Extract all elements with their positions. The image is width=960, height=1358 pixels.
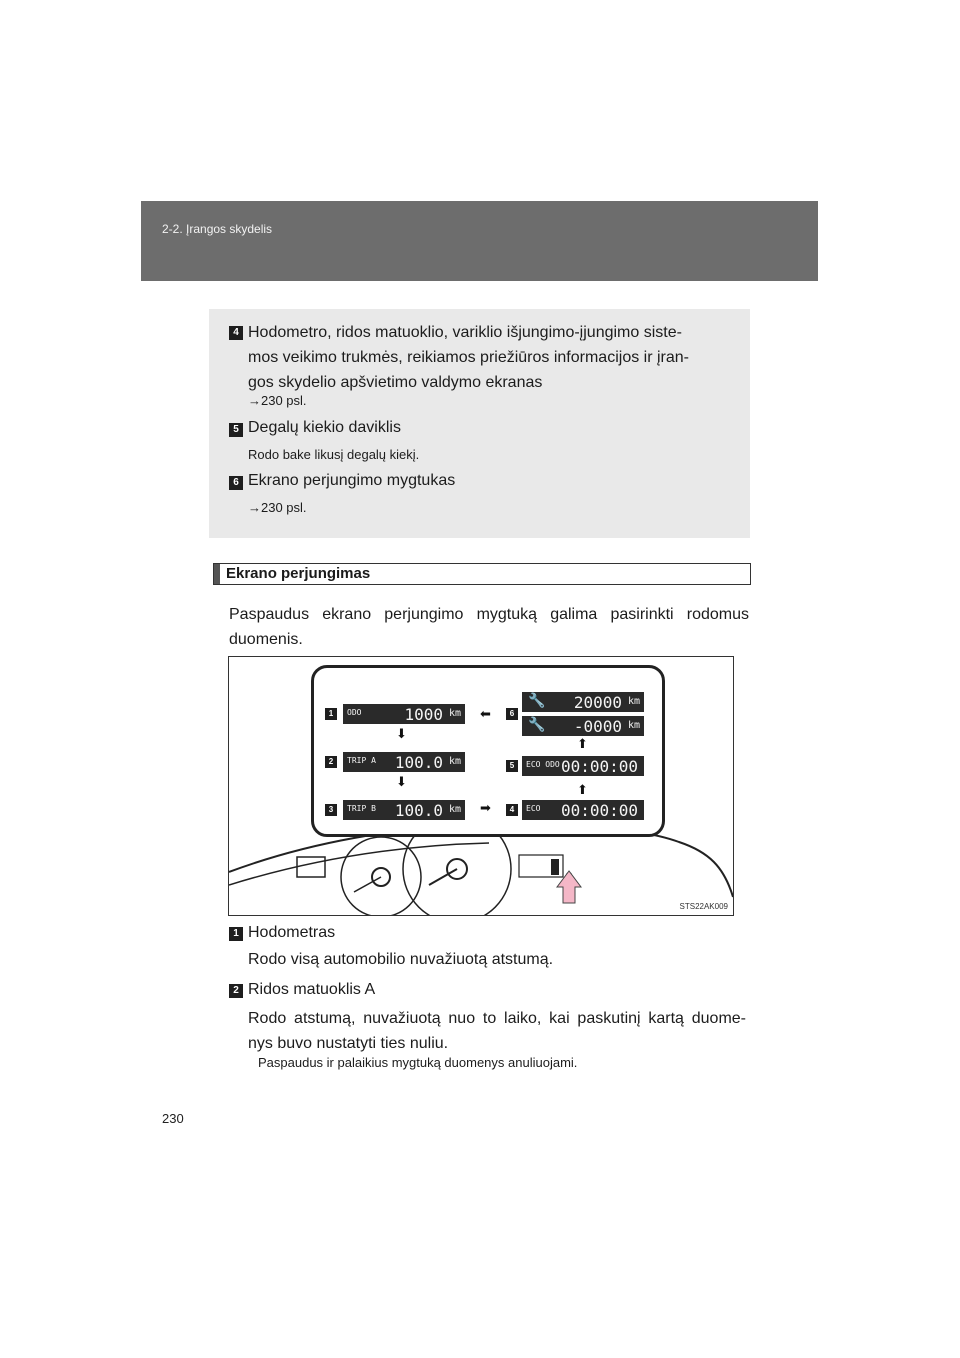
down-arrow-icon: ⬇ (396, 774, 407, 789)
section-header-title: 2-2. Įrangos skydelis (162, 222, 273, 236)
odometer-display: ODO 1000 km (343, 704, 465, 724)
page-number: 230 (162, 1111, 184, 1126)
def-1-title: Hodometras (248, 924, 336, 941)
def-number-badge: 2 (229, 984, 243, 998)
display-number-badge: 4 (506, 804, 518, 816)
item-4-reference: →230 psl. (248, 393, 307, 408)
display-cycle-callout (311, 665, 665, 837)
display-number-badge: 6 (506, 708, 518, 720)
display-number-badge: 3 (325, 804, 337, 816)
def-2-text: Rodo atstumą, nuvažiuotą nuo to laiko, kai paskutinį kartą duome- nys buvo nustatyti ties nuliu. (248, 1010, 746, 1052)
display-number-badge: 5 (506, 760, 518, 772)
section-title: Ekrano perjungimas (226, 565, 371, 582)
def-1-text: Rodo visą automobilio nuvažiuotą atstumą. (248, 951, 554, 968)
section-header-bar (141, 201, 818, 281)
up-arrow-icon: ⬆ (577, 736, 588, 751)
maintenance-display-top: 🔧 20000 km (522, 692, 644, 712)
def-number-badge: 1 (229, 927, 243, 941)
display-number-badge: 1 (325, 708, 337, 720)
display-switching-figure (228, 656, 734, 916)
item-6-reference: →230 psl. (248, 500, 307, 515)
item-number-badge: 6 (229, 476, 243, 490)
def-2-note: Paspaudus ir palaikius mygtuką duomenys anuliuojami. (258, 1055, 578, 1070)
up-arrow-icon: ⬆ (577, 782, 588, 797)
section-title-tab (214, 564, 220, 584)
item-number-badge: 5 (229, 423, 243, 437)
item-6-title: Ekrano perjungimo mygtukas (248, 472, 456, 489)
figure-code: STS22AK009 (679, 902, 728, 911)
def-2-title: Ridos matuoklis A (248, 981, 376, 998)
down-arrow-icon: ⬇ (396, 726, 407, 741)
eco-odo-display: ECO ODO 00:00:00 (522, 756, 644, 776)
section-title-bar (213, 563, 751, 585)
item-5-title: Degalų kiekio daviklis (248, 419, 401, 436)
display-number-badge: 2 (325, 756, 337, 768)
left-arrow-icon: ⬅ (480, 706, 491, 721)
trip-b-display: TRIP B 100.0 km (343, 800, 465, 820)
intro-paragraph: Paspaudus ekrano perjungimo mygtuką galima pasirinkti rodomus duomenis. (229, 606, 749, 648)
eco-display: ECO 00:00:00 (522, 800, 644, 820)
item-5-note: Rodo bake likusį degalų kiekį. (248, 447, 420, 462)
maintenance-display-bottom: 🔧 -0000 km (522, 716, 644, 736)
trip-a-display: TRIP A 100.0 km (343, 752, 465, 772)
right-arrow-icon: ➡ (480, 800, 491, 815)
item-4-text: Hodometro, ridos matuoklio, variklio išjungimo-įjungimo siste- mos veikimo trukmės, reikiamos priežiūros informacijos ir įran- gos skydelio apšvietimo valdymo ekranas (248, 324, 689, 391)
item-number-badge: 4 (229, 326, 243, 340)
wrench-icon: 🔧 (528, 693, 546, 709)
wrench-icon: 🔧 (528, 717, 546, 733)
